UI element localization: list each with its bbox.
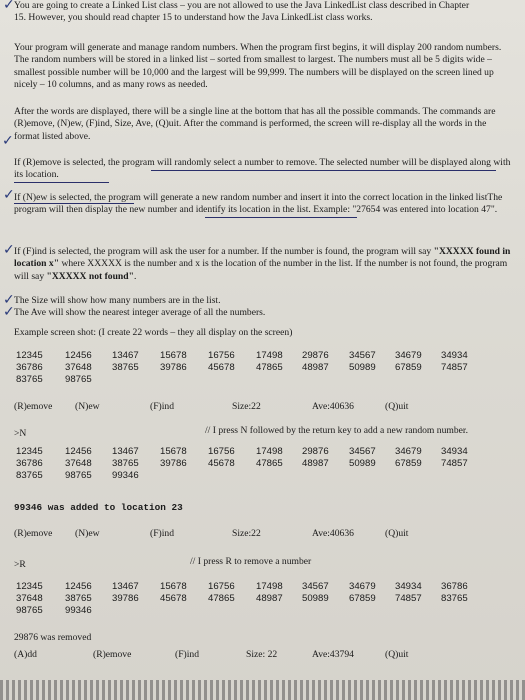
- number-cell: 17498: [256, 350, 283, 361]
- number-cell: 98765: [65, 470, 92, 481]
- command-label: Ave:43794: [312, 649, 354, 660]
- number-cell: 83765: [441, 593, 468, 604]
- checkmark-icon: ✓: [3, 187, 15, 203]
- number-cell: 48987: [302, 362, 329, 373]
- find-text-c: where XXXXX is the number and x is the location of the number in the list. If the number is not found, the program will say: [14, 258, 508, 282]
- paragraph-ave: The Ave will show the nearest integer average of all the numbers.: [14, 307, 266, 318]
- paragraph-generate: Your program will generate and manage random numbers. When the program first begins, it will display 200 random numbers. The random numbers will be stored in a linked list – sorted from smallest to largest. The numbers must all be 5 digits wide – smallest possible number will be 10,000 and the largest will be 99,999. The numbers will be displayed on the screen lined up nicely – 10 columns, and as many rows as needed.: [14, 42, 502, 91]
- command-label: Size:22: [232, 528, 261, 539]
- number-cell: 39786: [160, 362, 187, 373]
- number-cell: 74857: [395, 593, 422, 604]
- command-label: (Q)uit: [385, 401, 409, 412]
- number-cell: 50989: [349, 362, 376, 373]
- paragraph-find: [14, 246, 514, 283]
- number-cell: 16756: [208, 446, 235, 457]
- number-cell: 37648: [16, 593, 43, 604]
- number-cell: 36786: [441, 581, 468, 592]
- number-cell: 98765: [65, 374, 92, 385]
- number-cell: 29876: [302, 446, 329, 457]
- command-label: Size: 22: [246, 649, 278, 660]
- find-text-a: If (F)ind is selected, the program will ask the user for a number. If the number is found, the program will say: [14, 246, 434, 257]
- number-cell: 34934: [441, 446, 468, 457]
- number-cell: 39786: [160, 458, 187, 469]
- number-cell: 15678: [160, 581, 187, 592]
- command-label: (F)ind: [150, 528, 174, 539]
- number-cell: 34934: [395, 581, 422, 592]
- number-cell: 34679: [349, 581, 376, 592]
- command-label: (N)ew: [75, 528, 100, 539]
- command-label: (R)emove: [14, 401, 53, 412]
- prompt-2: >R: [14, 559, 26, 570]
- paragraph-new: If (N)ew is selected, the program will generate a new random number and insert it into the correct location in the linked listThe program will then display the new number and identify its location in the list. Example: "27654 was entered into location 47".: [14, 192, 503, 216]
- number-cell: 16756: [208, 581, 235, 592]
- number-cell: 16756: [208, 350, 235, 361]
- find-text-e: .: [133, 270, 137, 282]
- number-cell: 38765: [112, 362, 139, 373]
- paragraph-commands: After the words are displayed, there will be a single line at the bottom that has all the possible commands. The commands are (R)emove, (N)ew, (F)ind, Size, Ave, (Q)uit. After the command is performed, the screen will re-display all the words in the format listed above.: [14, 106, 496, 142]
- number-cell: 50989: [302, 593, 329, 604]
- number-cell: 12345: [16, 350, 43, 361]
- number-cell: 12456: [65, 350, 92, 361]
- checkmark-icon: ✓: [3, 242, 15, 258]
- number-cell: 45678: [160, 593, 187, 604]
- number-cell: 34567: [302, 581, 329, 592]
- number-cell: 34567: [349, 446, 376, 457]
- pen-underline: [205, 217, 357, 218]
- checkmark-icon: ✓: [2, 133, 14, 149]
- checkmark-icon: ✓: [3, 292, 15, 308]
- command-label: (F)ind: [150, 401, 174, 412]
- number-cell: 99346: [65, 605, 92, 616]
- pen-underline: [14, 182, 109, 183]
- number-cell: 12456: [65, 446, 92, 457]
- number-cell: 98765: [16, 605, 43, 616]
- number-cell: 12345: [16, 446, 43, 457]
- number-cell: 36786: [16, 362, 43, 373]
- number-cell: 38765: [65, 593, 92, 604]
- example-intro: Example screen shot: (I create 22 words – they all display on the screen): [14, 327, 293, 338]
- number-cell: 83765: [16, 374, 43, 385]
- comment-2: // I press R to remove a number: [190, 556, 312, 567]
- number-cell: 17498: [256, 581, 283, 592]
- comment-1: // I press N followed by the return key to add a new random number.: [205, 425, 468, 436]
- number-cell: 13467: [112, 581, 139, 592]
- command-label: (R)emove: [93, 649, 132, 660]
- number-cell: 67859: [349, 593, 376, 604]
- command-label: (F)ind: [175, 649, 199, 660]
- message-added: 99346 was added to location 23: [14, 502, 183, 513]
- number-cell: 37648: [65, 458, 92, 469]
- number-cell: 15678: [160, 350, 187, 361]
- command-label: (Q)uit: [385, 528, 409, 539]
- number-cell: 29876: [302, 350, 329, 361]
- intro-line-2: 15. However, you should read chapter 15 to understand how the Java LinkedList class works.: [14, 12, 373, 23]
- find-text-b: "XXXXX found in location x": [14, 246, 511, 270]
- number-cell: 48987: [256, 593, 283, 604]
- number-cell: 67859: [395, 458, 422, 469]
- number-cell: 48987: [302, 458, 329, 469]
- number-cell: 74857: [441, 458, 468, 469]
- number-cell: 12456: [65, 581, 92, 592]
- number-cell: 13467: [112, 446, 139, 457]
- number-cell: 45678: [208, 362, 235, 373]
- command-label: (A)dd: [14, 649, 37, 660]
- command-label: (N)ew: [75, 401, 100, 412]
- command-label: Ave:40636: [312, 528, 354, 539]
- prompt-1: >N: [14, 428, 27, 439]
- number-cell: 47865: [208, 593, 235, 604]
- number-cell: 39786: [112, 593, 139, 604]
- command-label: (R)emove: [14, 528, 53, 539]
- number-cell: 13467: [112, 350, 139, 361]
- number-cell: 17498: [256, 446, 283, 457]
- number-cell: 99346: [112, 470, 139, 481]
- intro-line-1: You are going to create a Linked List class – you are not allowed to use the Java LinkedList class described in Chapter: [14, 0, 470, 11]
- number-cell: 67859: [395, 362, 422, 373]
- pen-underline: [14, 203, 134, 204]
- number-cell: 47865: [256, 458, 283, 469]
- number-cell: 74857: [441, 362, 468, 373]
- find-text-d: "XXXXX not found": [46, 270, 134, 282]
- command-label: (Q)uit: [385, 649, 409, 660]
- pen-underline: [151, 170, 496, 171]
- number-cell: 34679: [395, 350, 422, 361]
- checkmark-icon: ✓: [3, 0, 15, 13]
- number-cell: 38765: [112, 458, 139, 469]
- command-label: Size:22: [232, 401, 261, 412]
- number-cell: 15678: [160, 446, 187, 457]
- checkmark-icon: ✓: [3, 304, 15, 320]
- number-cell: 50989: [349, 458, 376, 469]
- page-bottom-edge: [0, 680, 525, 700]
- paragraph-remove: If (R)emove is selected, the program will randomly select a number to remove. The selected number will be displayed along with its location.: [14, 157, 511, 181]
- message-removed: 29876 was removed: [14, 632, 92, 643]
- number-cell: 83765: [16, 470, 43, 481]
- number-cell: 34679: [395, 446, 422, 457]
- paragraph-size: The Size will show how many numbers are in the list.: [14, 295, 221, 306]
- command-label: Ave:40636: [312, 401, 354, 412]
- number-cell: 12345: [16, 581, 43, 592]
- number-cell: 34567: [349, 350, 376, 361]
- number-cell: 34934: [441, 350, 468, 361]
- number-cell: 45678: [208, 458, 235, 469]
- number-cell: 37648: [65, 362, 92, 373]
- number-cell: 36786: [16, 458, 43, 469]
- number-cell: 47865: [256, 362, 283, 373]
